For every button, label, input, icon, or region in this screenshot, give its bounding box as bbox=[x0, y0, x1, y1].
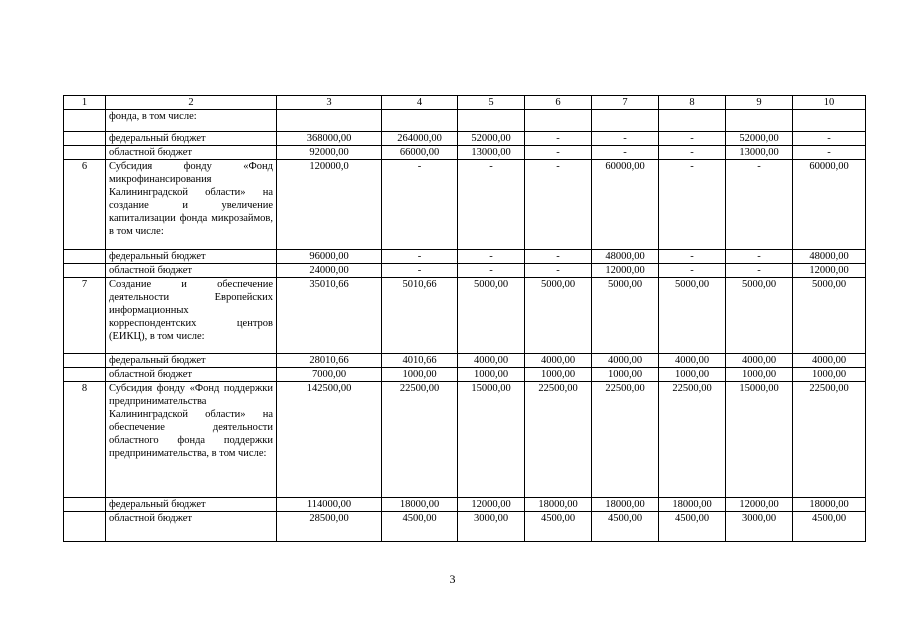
value-cell: 96000,00 bbox=[277, 250, 382, 264]
row-number-cell bbox=[64, 368, 106, 382]
value-cell: 368000,00 bbox=[277, 132, 382, 146]
description-cell: Субсидия фонду «Фонд поддержки предпринимательства Калининградской области» на обеспечение деятельности областного фонда поддержки предпринимательства, в том числе: bbox=[106, 382, 277, 498]
value-cell: 48000,00 bbox=[592, 250, 659, 264]
description-cell: фонда, в том числе: bbox=[106, 110, 277, 132]
row-number-cell bbox=[64, 250, 106, 264]
table-row bbox=[64, 250, 866, 264]
value-cell: 66000,00 bbox=[382, 146, 458, 160]
value-cell bbox=[525, 110, 592, 132]
value-cell: 4010,66 bbox=[382, 354, 458, 368]
value-cell: 12000,00 bbox=[458, 498, 525, 512]
value-cell bbox=[726, 110, 793, 132]
value-cell: - bbox=[726, 160, 793, 250]
value-cell: 1000,00 bbox=[659, 368, 726, 382]
header-cell: 6 bbox=[525, 96, 592, 110]
value-cell: 28010,66 bbox=[277, 354, 382, 368]
table-row bbox=[64, 354, 866, 368]
value-cell: - bbox=[382, 250, 458, 264]
value-cell: 12000,00 bbox=[726, 498, 793, 512]
value-cell: - bbox=[793, 146, 866, 160]
value-cell: - bbox=[659, 146, 726, 160]
value-cell: 13000,00 bbox=[458, 146, 525, 160]
row-number-cell bbox=[64, 146, 106, 160]
value-cell: 4500,00 bbox=[525, 512, 592, 542]
value-cell bbox=[382, 110, 458, 132]
row-number-cell bbox=[64, 132, 106, 146]
value-cell: 4000,00 bbox=[726, 354, 793, 368]
value-cell: 18000,00 bbox=[793, 498, 866, 512]
table-row bbox=[64, 132, 866, 146]
value-cell: 12000,00 bbox=[592, 264, 659, 278]
description-cell: Создание и обеспечение деятельности Европейских информационных корреспондентских центров (ЕИКЦ), в том числе: bbox=[106, 278, 277, 354]
value-cell: - bbox=[726, 264, 793, 278]
value-cell: 92000,00 bbox=[277, 146, 382, 160]
value-cell: 3000,00 bbox=[458, 512, 525, 542]
value-cell: 4000,00 bbox=[659, 354, 726, 368]
header-cell: 3 bbox=[277, 96, 382, 110]
row-number-cell bbox=[64, 512, 106, 542]
value-cell: - bbox=[525, 146, 592, 160]
header-cell: 5 bbox=[458, 96, 525, 110]
value-cell: - bbox=[592, 146, 659, 160]
value-cell: 1000,00 bbox=[793, 368, 866, 382]
value-cell: - bbox=[458, 160, 525, 250]
row-number-cell: 6 bbox=[64, 160, 106, 250]
value-cell: 1000,00 bbox=[726, 368, 793, 382]
value-cell: 18000,00 bbox=[592, 498, 659, 512]
value-cell: 48000,00 bbox=[793, 250, 866, 264]
header-row bbox=[64, 96, 866, 110]
value-cell: 18000,00 bbox=[382, 498, 458, 512]
row-number-cell bbox=[64, 264, 106, 278]
value-cell: - bbox=[659, 132, 726, 146]
value-cell: - bbox=[525, 132, 592, 146]
value-cell: 24000,00 bbox=[277, 264, 382, 278]
value-cell: 52000,00 bbox=[458, 132, 525, 146]
value-cell: 28500,00 bbox=[277, 512, 382, 542]
table-row bbox=[64, 264, 866, 278]
value-cell: 18000,00 bbox=[525, 498, 592, 512]
value-cell: 52000,00 bbox=[726, 132, 793, 146]
value-cell: 114000,00 bbox=[277, 498, 382, 512]
value-cell: - bbox=[726, 250, 793, 264]
page-number: 3 bbox=[449, 572, 456, 586]
value-cell: 5010,66 bbox=[382, 278, 458, 354]
value-cell: 5000,00 bbox=[793, 278, 866, 354]
description-cell: областной бюджет bbox=[106, 368, 277, 382]
description-cell: областной бюджет bbox=[106, 512, 277, 542]
value-cell: 22500,00 bbox=[659, 382, 726, 498]
description-cell: Субсидия фонду «Фонд микрофинансирования Калининградской области» на создание и увеличение капитализации фонда микрозаймов, в том числе: bbox=[106, 160, 277, 250]
value-cell: - bbox=[525, 264, 592, 278]
description-cell: федеральный бюджет bbox=[106, 250, 277, 264]
value-cell: - bbox=[458, 250, 525, 264]
table-row bbox=[64, 278, 866, 354]
header-cell: 8 bbox=[659, 96, 726, 110]
value-cell: 22500,00 bbox=[525, 382, 592, 498]
value-cell: - bbox=[525, 160, 592, 250]
value-cell: 15000,00 bbox=[458, 382, 525, 498]
value-cell: 1000,00 bbox=[458, 368, 525, 382]
value-cell: 13000,00 bbox=[726, 146, 793, 160]
value-cell: 4000,00 bbox=[592, 354, 659, 368]
header-cell: 4 bbox=[382, 96, 458, 110]
description-cell: федеральный бюджет bbox=[106, 132, 277, 146]
value-cell: 5000,00 bbox=[458, 278, 525, 354]
value-cell: 4000,00 bbox=[458, 354, 525, 368]
value-cell: 5000,00 bbox=[525, 278, 592, 354]
value-cell: 22500,00 bbox=[382, 382, 458, 498]
value-cell: 1000,00 bbox=[525, 368, 592, 382]
value-cell: 1000,00 bbox=[592, 368, 659, 382]
value-cell bbox=[458, 110, 525, 132]
value-cell: 12000,00 bbox=[793, 264, 866, 278]
value-cell: 4500,00 bbox=[793, 512, 866, 542]
value-cell: 142500,00 bbox=[277, 382, 382, 498]
description-cell: областной бюджет bbox=[106, 264, 277, 278]
value-cell: - bbox=[382, 264, 458, 278]
row-number-cell bbox=[64, 110, 106, 132]
value-cell: 264000,00 bbox=[382, 132, 458, 146]
value-cell: 22500,00 bbox=[592, 382, 659, 498]
table-row bbox=[64, 160, 866, 250]
value-cell: 1000,00 bbox=[382, 368, 458, 382]
row-number-cell: 7 bbox=[64, 278, 106, 354]
value-cell: - bbox=[793, 132, 866, 146]
header-cell: 2 bbox=[106, 96, 277, 110]
table-body bbox=[64, 96, 866, 542]
value-cell: 4500,00 bbox=[382, 512, 458, 542]
value-cell: 5000,00 bbox=[726, 278, 793, 354]
value-cell: 5000,00 bbox=[659, 278, 726, 354]
row-number-cell bbox=[64, 498, 106, 512]
value-cell: 22500,00 bbox=[793, 382, 866, 498]
table-row bbox=[64, 110, 866, 132]
description-cell: федеральный бюджет bbox=[106, 354, 277, 368]
value-cell: 15000,00 bbox=[726, 382, 793, 498]
value-cell: 4500,00 bbox=[592, 512, 659, 542]
description-cell: федеральный бюджет bbox=[106, 498, 277, 512]
value-cell: - bbox=[592, 132, 659, 146]
value-cell: - bbox=[659, 250, 726, 264]
budget-table bbox=[63, 95, 866, 542]
header-cell: 10 bbox=[793, 96, 866, 110]
row-number-cell bbox=[64, 354, 106, 368]
header-cell: 9 bbox=[726, 96, 793, 110]
value-cell: 60000,00 bbox=[592, 160, 659, 250]
row-number-cell: 8 bbox=[64, 382, 106, 498]
value-cell: 35010,66 bbox=[277, 278, 382, 354]
header-cell: 1 bbox=[64, 96, 106, 110]
value-cell: 60000,00 bbox=[793, 160, 866, 250]
value-cell: 120000,0 bbox=[277, 160, 382, 250]
value-cell: 4000,00 bbox=[525, 354, 592, 368]
table-row bbox=[64, 146, 866, 160]
value-cell: 7000,00 bbox=[277, 368, 382, 382]
description-cell: областной бюджет bbox=[106, 146, 277, 160]
value-cell: 4500,00 bbox=[659, 512, 726, 542]
header-cell: 7 bbox=[592, 96, 659, 110]
table-row bbox=[64, 512, 866, 542]
value-cell bbox=[592, 110, 659, 132]
table-row bbox=[64, 382, 866, 498]
value-cell: - bbox=[382, 160, 458, 250]
value-cell: 18000,00 bbox=[659, 498, 726, 512]
value-cell: 4000,00 bbox=[793, 354, 866, 368]
table-row bbox=[64, 368, 866, 382]
value-cell: - bbox=[458, 264, 525, 278]
value-cell bbox=[277, 110, 382, 132]
value-cell: - bbox=[659, 160, 726, 250]
value-cell: - bbox=[659, 264, 726, 278]
table-row bbox=[64, 498, 866, 512]
value-cell bbox=[793, 110, 866, 132]
value-cell: 3000,00 bbox=[726, 512, 793, 542]
value-cell: - bbox=[525, 250, 592, 264]
value-cell: 5000,00 bbox=[592, 278, 659, 354]
value-cell bbox=[659, 110, 726, 132]
